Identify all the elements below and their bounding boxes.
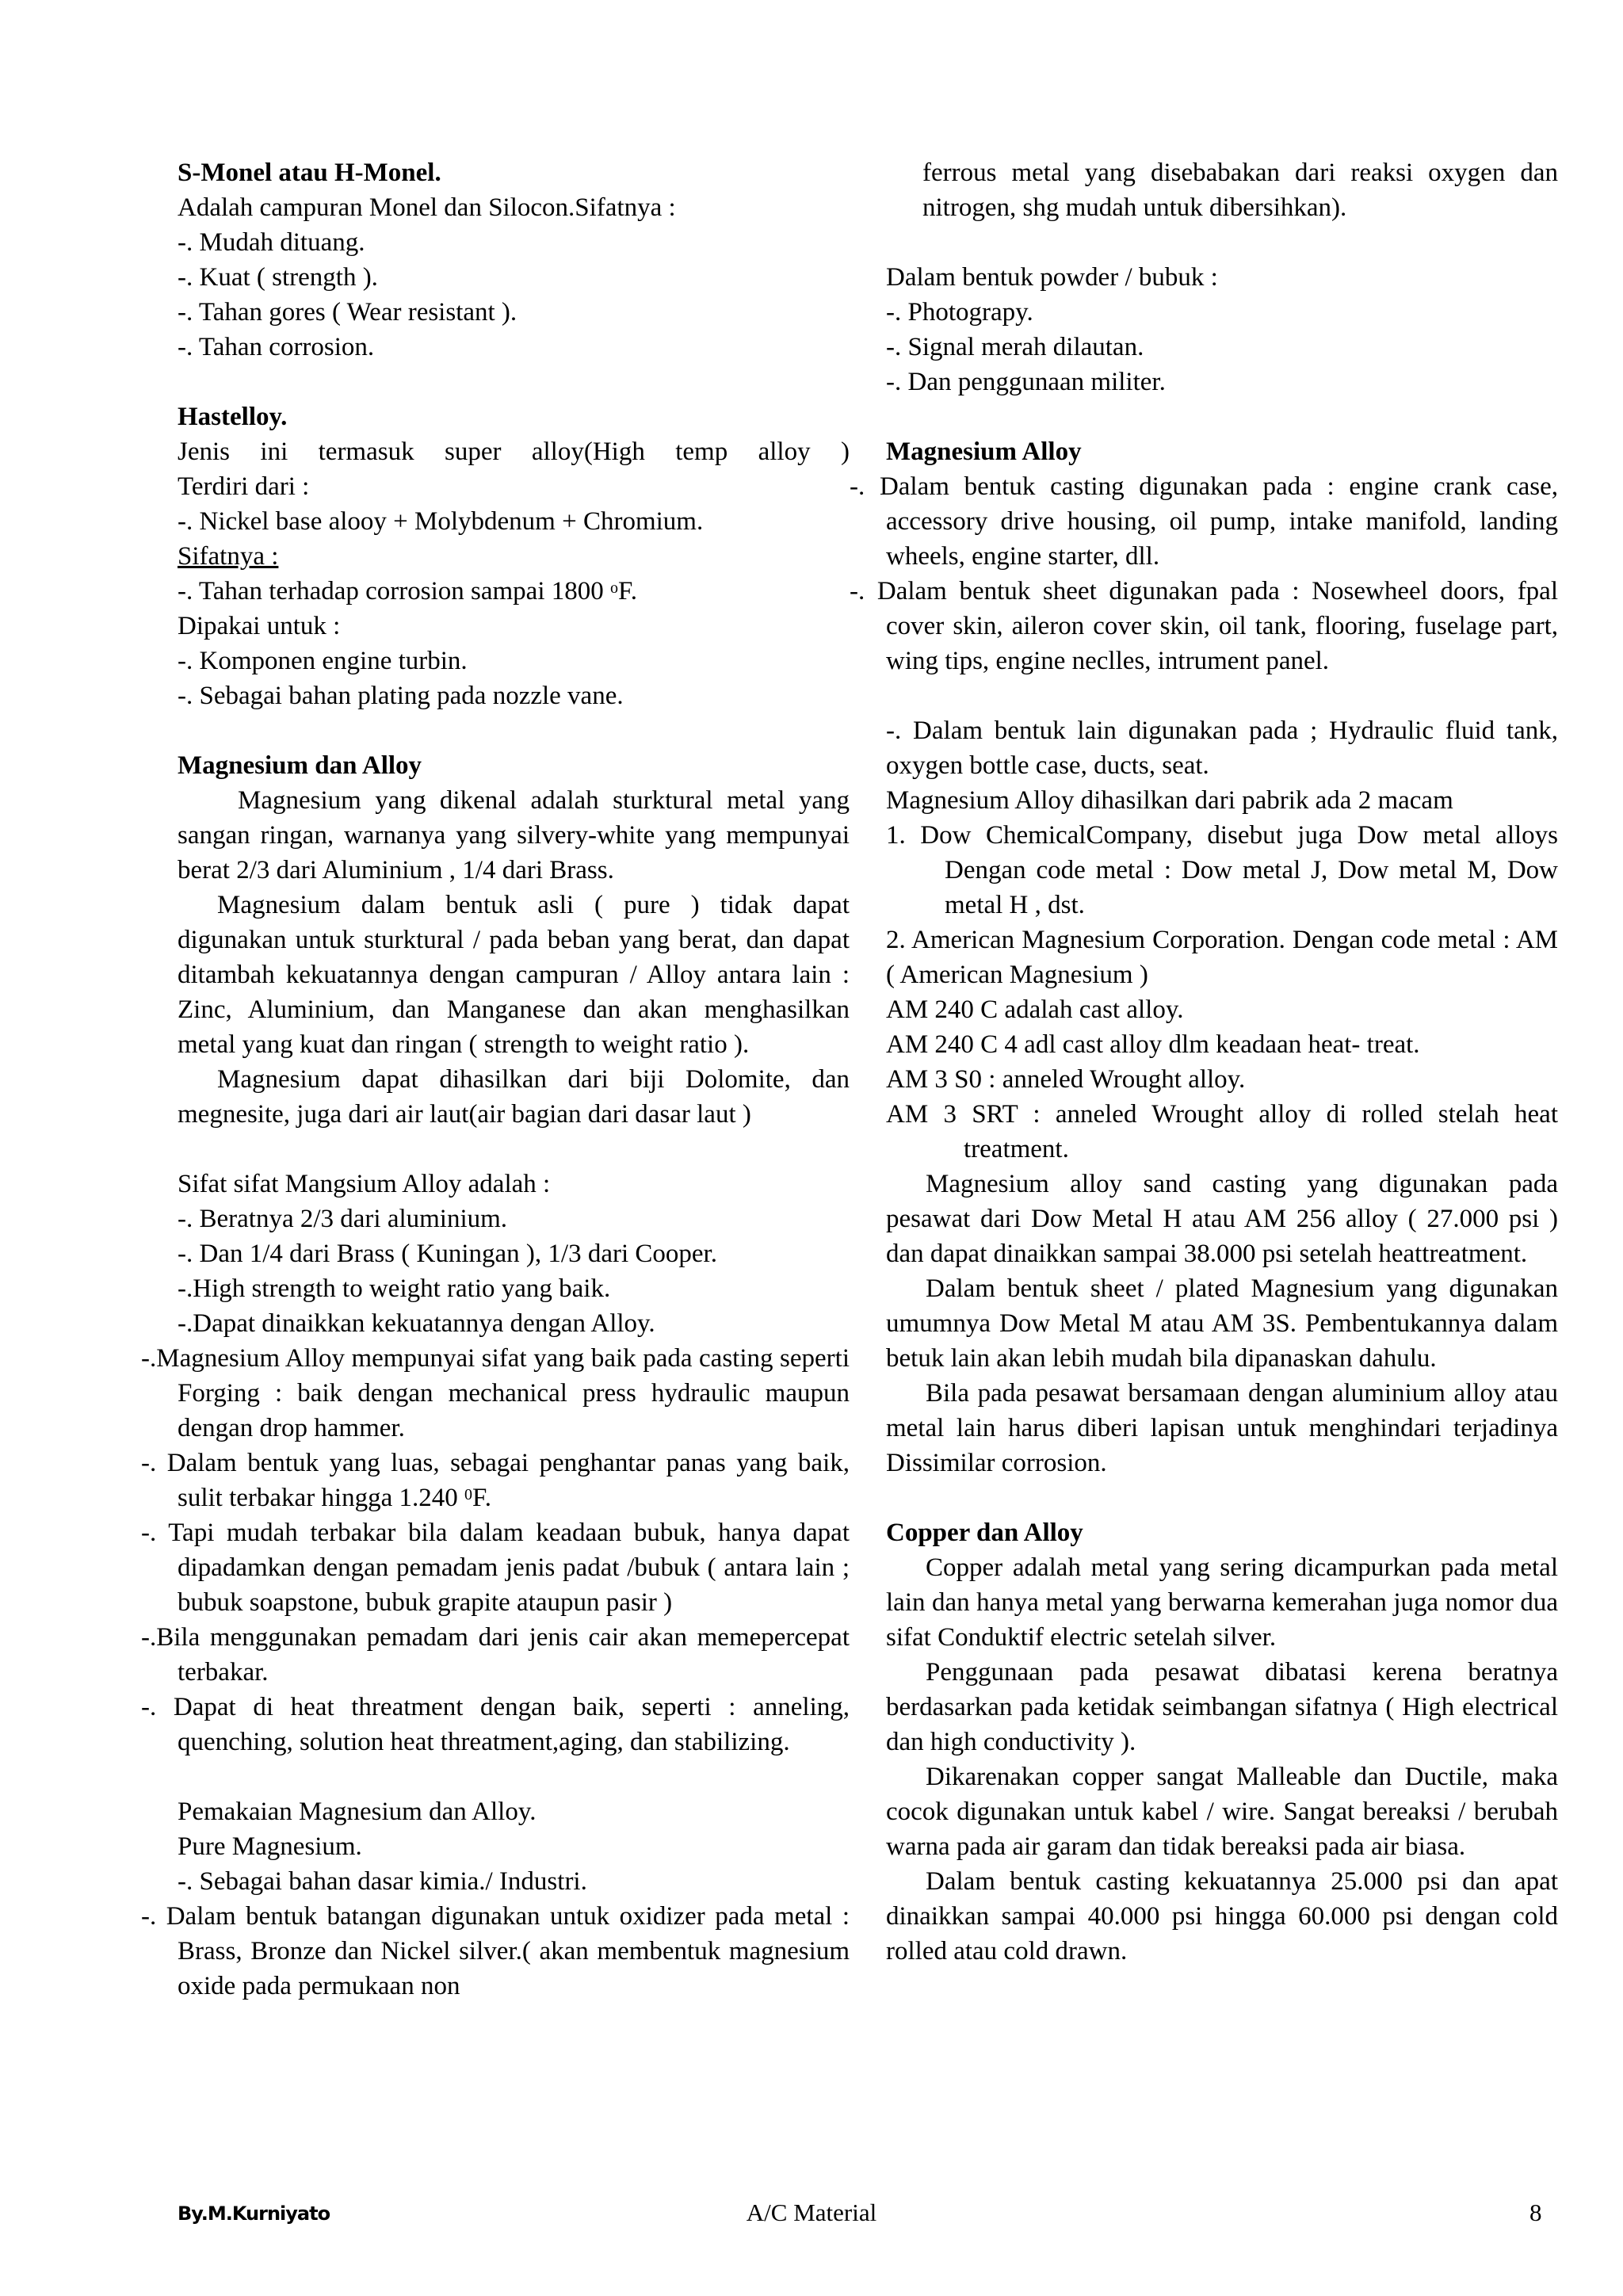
text-line — [886, 365, 1558, 399]
line-text: Sifatnya : — [178, 542, 279, 571]
line-text: -. Tahan gores ( Wear resistant ). — [178, 298, 517, 327]
section-heading — [178, 399, 850, 434]
text-line — [178, 469, 850, 504]
line-text: Magnesium yang dikenal adalah sturktural metal yang sangan ringan, warnanya yang silvery-white yang mempunyai berat 2/3 dari Aluminium , 1/4 dari Brass. — [178, 786, 850, 884]
line-text: Dalam bentuk casting kekuatannya 25.000 psi dan apat dinaikkan sampai 40.000 psi hingga 60.000 psi dengan cold rolled atau cold drawn. — [886, 1867, 1558, 1966]
text-line — [886, 713, 1558, 783]
text-line — [178, 504, 850, 539]
section-heading — [886, 1515, 1558, 1550]
line-text: Jenis ini termasuk super alloy(High temp alloy ) — [178, 437, 850, 466]
text-line — [141, 1446, 850, 1515]
text-line — [178, 330, 850, 365]
paragraph-gap — [178, 713, 850, 748]
line-text: -. Tapi mudah terbakar bila dalam keadaan bubuk, hanya dapat dipadamkan dengan pemadam jenis padat /bubuk ( antara lain ; bubuk soapstone, bubuk grapite ataupun pasir ) — [141, 1519, 850, 1617]
paragraph-gap — [886, 678, 1558, 713]
paragraph-gap — [886, 399, 1558, 434]
line-text: Magnesium Alloy — [886, 437, 1082, 466]
paragraph-gap — [886, 1480, 1558, 1515]
left-column — [141, 155, 850, 2004]
text-line — [178, 609, 850, 644]
line-text: AM 3 S0 : anneled Wrought alloy. — [886, 1065, 1246, 1094]
line-text: -. Dan 1/4 dari Brass ( Kuningan ), 1/3 dari Cooper. — [178, 1240, 717, 1268]
text-line — [141, 1515, 850, 1620]
line-text: -.Dapat dinaikkan kekuatannya dengan Alloy. — [178, 1309, 655, 1338]
text-line — [886, 330, 1558, 365]
line-text: -.Magnesium Alloy mempunyai sifat yang baik pada casting seperti Forging : baik dengan mechanical press hydraulic maupun dengan drop hammer. — [141, 1344, 850, 1442]
text-line — [178, 1829, 850, 1864]
superscript: 0 — [464, 1486, 473, 1503]
text-line — [178, 295, 850, 330]
line-text: S-Monel atau H-Monel. — [178, 159, 441, 187]
text-line — [886, 1167, 1558, 1271]
line-text: -. Dalam bentuk sheet digunakan pada : Nosewheel doors, fpal cover skin, aileron cover skin, oil tank, flooring, fuselage part, wing tips, engine neclles, intrument panel. — [850, 577, 1558, 675]
text-line — [141, 1341, 850, 1446]
paragraph-gap — [178, 365, 850, 399]
text-line — [178, 644, 850, 678]
paragraph-gap — [178, 1759, 850, 1794]
line-text: -. Dalam bentuk casting digunakan pada : engine crank case, accessory drive housing, oil pump, intake manifold, landing wheels, engine starter, dll. — [850, 472, 1558, 571]
line-text: -. Beratnya 2/3 dari aluminium. — [178, 1205, 508, 1233]
line-text: Dalam bentuk lain digunakan pada ; Hydraulic fluid tank, oxygen bottle case, ducts, seat. — [886, 716, 1558, 780]
line-text: -. Sebagai bahan plating pada nozzle vane. — [178, 682, 624, 710]
text-line — [178, 678, 850, 713]
text-line — [850, 574, 1558, 678]
text-line — [178, 1271, 850, 1306]
text-line — [886, 1759, 1558, 1864]
text-line — [886, 260, 1558, 295]
line-text: Copper adalah metal yang sering dicampurkan pada metal lain dan hanya metal yang berwarna kemerahan juga nomor dua sifat Conduktif electric setelah silver. — [886, 1553, 1558, 1652]
text-line — [886, 1062, 1558, 1097]
line-text: -. Kuat ( strength ). — [178, 263, 378, 292]
line-text: -. Tahan terhadap corrosion sampai 1800 — [178, 577, 610, 606]
text-line — [886, 1097, 1558, 1167]
text-line — [178, 1236, 850, 1271]
line-text: AM 3 SRT : anneled Wrought alloy di rolled stelah heat treatment. — [886, 1100, 1558, 1163]
text-line — [886, 783, 1558, 818]
text-line — [178, 434, 850, 469]
text-line — [178, 260, 850, 295]
text-line — [850, 469, 1558, 574]
text-line — [178, 225, 850, 260]
line-text: -. Mudah dituang. — [178, 228, 365, 257]
text-line — [886, 1271, 1558, 1376]
line-text: -. Dan penggunaan militer. — [886, 368, 1166, 396]
line-text: ferrous metal yang disebabakan dari reaksi oxygen dan nitrogen, shg mudah untuk dibersihkan). — [922, 159, 1558, 222]
section-heading — [886, 434, 1558, 469]
text-line — [178, 190, 850, 225]
text-line — [886, 1376, 1558, 1480]
text-line — [886, 295, 1558, 330]
text-line — [141, 1899, 850, 2004]
text-line — [886, 923, 1558, 992]
text-line — [886, 155, 1558, 225]
line-text: Terdiri dari : — [178, 472, 310, 501]
line-text: Pemakaian Magnesium dan Alloy. — [178, 1797, 537, 1826]
line-text: Penggunaan pada pesawat dibatasi kerena beratnya berdasarkan pada ketidak seimbangan sifatnya ( High electrical dan high conductivity ). — [886, 1658, 1558, 1756]
line-text: -.High strength to weight ratio yang baik. — [178, 1274, 611, 1303]
text-line — [178, 1201, 850, 1236]
line-text: -. Photograpy. — [886, 298, 1033, 327]
line-text: AM 240 C 4 adl cast alloy dlm keadaan heat- treat. — [886, 1030, 1420, 1059]
line-text: -. Sebagai bahan dasar kimia./ Industri. — [178, 1867, 587, 1896]
text-line — [178, 783, 850, 888]
line-text: Hastelloy. — [178, 403, 288, 431]
text-line — [178, 888, 850, 1062]
line-text: Dipakai untuk : — [178, 612, 341, 640]
text-line — [886, 992, 1558, 1027]
footer-author: By.M.Kurniyato — [178, 2202, 330, 2225]
line-text: Adalah campuran Monel dan Silocon.Sifatnya : — [178, 193, 676, 222]
line-text: Magnesium alloy sand casting yang digunakan pada pesawat dari Dow Metal H atau AM 256 alloy ( 27.000 psi ) dan dapat dinaikkan sampai 38.000 psi setelah heattreatment. — [886, 1170, 1558, 1268]
text-line — [886, 1864, 1558, 1969]
text-line — [178, 1062, 850, 1132]
line-text: Magnesium Alloy dihasilkan dari pabrik ada 2 macam — [886, 786, 1453, 815]
text-line — [178, 1794, 850, 1829]
line-text: Copper dan Alloy — [886, 1519, 1083, 1547]
text-line — [141, 1620, 850, 1690]
text-line — [178, 1167, 850, 1201]
text-line — [178, 539, 850, 574]
paragraph-gap — [178, 1132, 850, 1167]
text-line — [886, 1027, 1558, 1062]
dash-prefix: -. — [886, 716, 914, 745]
line-text: Pure Magnesium. — [178, 1832, 362, 1861]
line-text: 1. Dow ChemicalCompany, disebut juga Dow metal alloys Dengan code metal : Dow metal J, Dow metal M, Dow metal H , dst. — [886, 821, 1558, 919]
line-text: -. Nickel base alooy + Molybdenum + Chromium. — [178, 507, 704, 536]
line-text: 2. American Magnesium Corporation. Dengan code metal : AM ( American Magnesium ) — [886, 926, 1558, 989]
line-text: Dalam bentuk powder / bubuk : — [886, 263, 1218, 292]
line-text: -.Bila menggunakan pemadam dari jenis cair akan memepercepat terbakar. — [141, 1623, 850, 1687]
line-text: Dalam bentuk sheet / plated Magnesium yang digunakan umumnya Dow Metal M atau AM 3S. Pembentukannya dalam betuk lain akan lebih mudah bila dipanaskan dahulu. — [886, 1274, 1558, 1373]
line-text: AM 240 C adalah cast alloy. — [886, 995, 1184, 1024]
text-line — [178, 1306, 850, 1341]
text-line — [141, 1690, 850, 1759]
right-column — [850, 155, 1558, 1969]
superscript: o — [610, 579, 618, 597]
line-text: -. Dapat di heat threatment dengan baik, seperti : anneling, quenching, solution heat threatment,aging, dan stabilizing. — [141, 1693, 850, 1756]
section-heading — [178, 748, 850, 783]
text-line — [886, 1550, 1558, 1655]
text-line — [886, 818, 1558, 923]
text-line — [178, 1864, 850, 1899]
page-number: 8 — [1529, 2199, 1542, 2226]
footer-title: A/C Material — [746, 2199, 877, 2226]
line-text: -. Dalam bentuk yang luas, sebagai penghantar panas yang baik, sulit terbakar hingga 1.240 — [141, 1449, 850, 1512]
line-text: Magnesium dan Alloy — [178, 751, 422, 780]
line-text: Sifat sifat Mangsium Alloy adalah : — [178, 1170, 551, 1198]
line-text: Magnesium dalam bentuk asli ( pure ) tidak dapat digunakan untuk sturktural / pada beban yang berat, dan dapat ditambah kekuatannya dengan campuran / Alloy antara lain : Zinc, Aluminium, dan Manganese dan akan menghasilkan metal yang kuat dan ringan ( strength to weight ratio ). — [178, 891, 850, 1059]
line-text: Bila pada pesawat bersamaan dengan aluminium alloy atau metal lain harus diberi lapisan untuk menghindari terjadinya Dissimilar corrosion. — [886, 1379, 1558, 1477]
paragraph-gap — [886, 225, 1558, 260]
line-text: -. Dalam bentuk batangan digunakan untuk oxidizer pada metal : Brass, Bronze dan Nickel silver.( akan membentuk magnesium oxide pada permukaan non — [141, 1902, 850, 2000]
text-line — [886, 1655, 1558, 1759]
text-line — [178, 574, 850, 609]
line-text: Dikarenakan copper sangat Malleable dan Ductile, maka cocok digunakan untuk kabel / wire. Sangat bereaksi / berubah warna pada air garam dan tidak bereaksi pada air biasa. — [886, 1763, 1558, 1861]
line-text: Magnesium dapat dihasilkan dari biji Dolomite, dan megnesite, juga dari air laut(air bagian dari dasar laut ) — [178, 1065, 850, 1129]
line-text-after: F. — [472, 1484, 491, 1512]
line-text: -. Tahan corrosion. — [178, 333, 375, 361]
line-text: -. Signal merah dilautan. — [886, 333, 1144, 361]
section-heading — [178, 155, 850, 190]
line-text-after: F. — [618, 577, 637, 606]
line-text: -. Komponen engine turbin. — [178, 647, 468, 675]
